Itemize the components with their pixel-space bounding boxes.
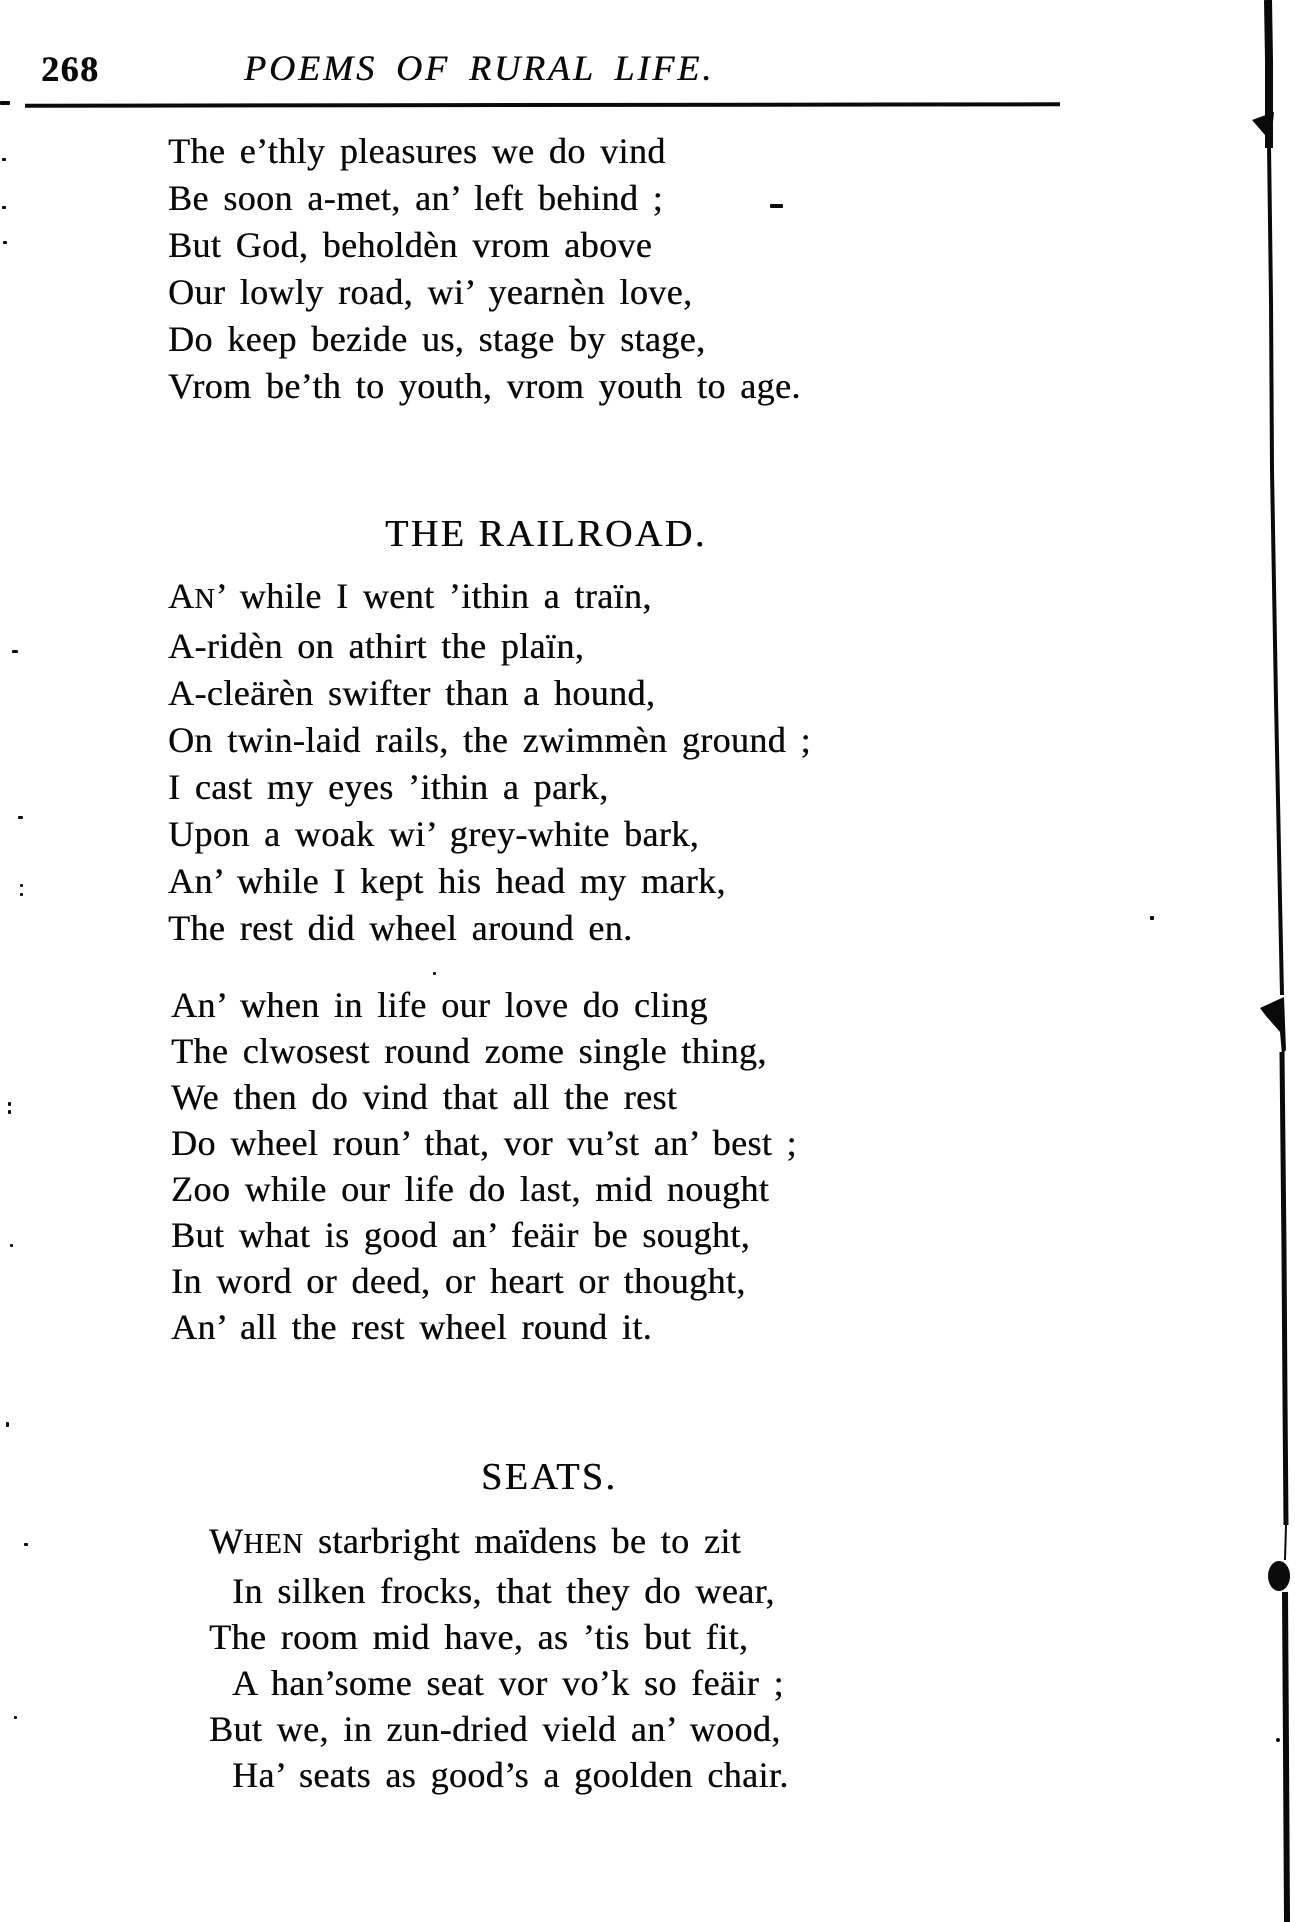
poem-line: But God, beholdèn vrom above bbox=[168, 225, 653, 265]
scan-artifact-speck bbox=[8, 1102, 11, 1106]
scan-artifact-speck bbox=[2, 206, 6, 209]
poem-title-seats: SEATS. bbox=[481, 1456, 618, 1498]
poem-line: The rest did wheel around en. bbox=[168, 908, 633, 948]
scan-artifact-speck bbox=[10, 1244, 13, 1247]
scan-artifact-speck bbox=[24, 1543, 28, 1546]
poem-title-the-railroad: THE RAILROAD. bbox=[385, 513, 707, 555]
scan-artifact-speck bbox=[433, 972, 436, 975]
poem-line: But we, in zun-dried vield an’ wood, bbox=[209, 1709, 781, 1749]
scan-artifact-speck bbox=[1150, 916, 1154, 920]
scan-artifact-speck bbox=[20, 893, 23, 896]
poem-line: I cast my eyes ’ithin a park, bbox=[168, 767, 609, 807]
scan-artifact-speck bbox=[14, 1716, 17, 1719]
poem-line: Do keep bezide us, stage by stage, bbox=[168, 319, 706, 359]
opener-small-caps: N bbox=[194, 584, 216, 615]
scan-artifact-speck bbox=[6, 1422, 9, 1427]
page-number: 268 bbox=[41, 49, 100, 89]
poem-line: In silken frocks, that they do wear, bbox=[232, 1571, 775, 1611]
scan-artifact-speck bbox=[3, 241, 7, 244]
opener-small-caps: HEN bbox=[243, 1529, 304, 1560]
running-title: POEMS OF RURAL LIFE. bbox=[244, 48, 715, 88]
header-rule bbox=[25, 102, 1060, 107]
poem-line: Be soon a-met, an’ left behind ; bbox=[168, 178, 663, 218]
railroad-stanza-2 bbox=[171, 982, 797, 1350]
opener-rest: starbright maïdens be to zit bbox=[303, 1521, 742, 1561]
poem-line: The room mid have, as ’tis but fit, bbox=[209, 1617, 749, 1657]
poem-line: But what is good an’ feäir be sought, bbox=[171, 1215, 751, 1255]
poem-line: Do wheel roun’ that, vor vu’st an’ best ; bbox=[171, 1123, 797, 1163]
poem-line: A-ridèn on athirt the plaïn, bbox=[168, 626, 585, 666]
poem-line: An’ all the rest wheel round it. bbox=[171, 1307, 653, 1347]
scan-artifact-speck bbox=[18, 816, 23, 819]
scan-artifact-speck bbox=[12, 650, 18, 653]
poem-line: A han’some seat vor vo’k so feäir ; bbox=[232, 1663, 784, 1703]
poem-line-opener bbox=[168, 573, 811, 623]
poem-line-opener bbox=[209, 1518, 789, 1568]
scan-artifact-speck bbox=[2, 158, 6, 161]
opener-capital: A bbox=[168, 576, 195, 616]
scan-artifact-speck bbox=[20, 884, 23, 887]
continued-stanza bbox=[168, 128, 801, 410]
poem-line: A-cleärèn swifter than a hound, bbox=[168, 673, 656, 713]
poem-line: In word or deed, or heart or thought, bbox=[171, 1261, 746, 1301]
scan-artifact-speck bbox=[770, 204, 783, 208]
poem-line: Our lowly road, wi’ yearnèn love, bbox=[168, 272, 693, 312]
poem-line: Vrom be’th to youth, vrom youth to age. bbox=[168, 366, 801, 406]
scan-artifact-binding-streak bbox=[1240, 0, 1295, 1922]
poem-line: On twin-laid rails, the zwimmèn ground ; bbox=[168, 720, 811, 760]
poem-line: An’ while I kept his head my mark, bbox=[168, 861, 726, 901]
opener-rest: ’ while I went ’ithin a traïn, bbox=[215, 576, 652, 616]
scan-artifact-speck bbox=[8, 1110, 11, 1114]
poem-line: Upon a woak wi’ grey-white bark, bbox=[168, 814, 699, 854]
poem-line: The clwosest round zome single thing, bbox=[171, 1031, 767, 1071]
poem-line: Ha’ seats as good’s a goolden chair. bbox=[232, 1755, 789, 1795]
poem-line: Zoo while our life do last, mid nought bbox=[171, 1169, 770, 1209]
railroad-stanza-1 bbox=[168, 573, 811, 952]
scan-artifact-speck bbox=[0, 101, 10, 105]
seats-stanza bbox=[209, 1518, 789, 1798]
poem-line: The e’thly pleasures we do vind bbox=[168, 131, 666, 171]
poem-line: An’ when in life our love do cling bbox=[171, 985, 708, 1025]
opener-capital: W bbox=[209, 1521, 244, 1561]
poem-line: We then do vind that all the rest bbox=[171, 1077, 678, 1117]
